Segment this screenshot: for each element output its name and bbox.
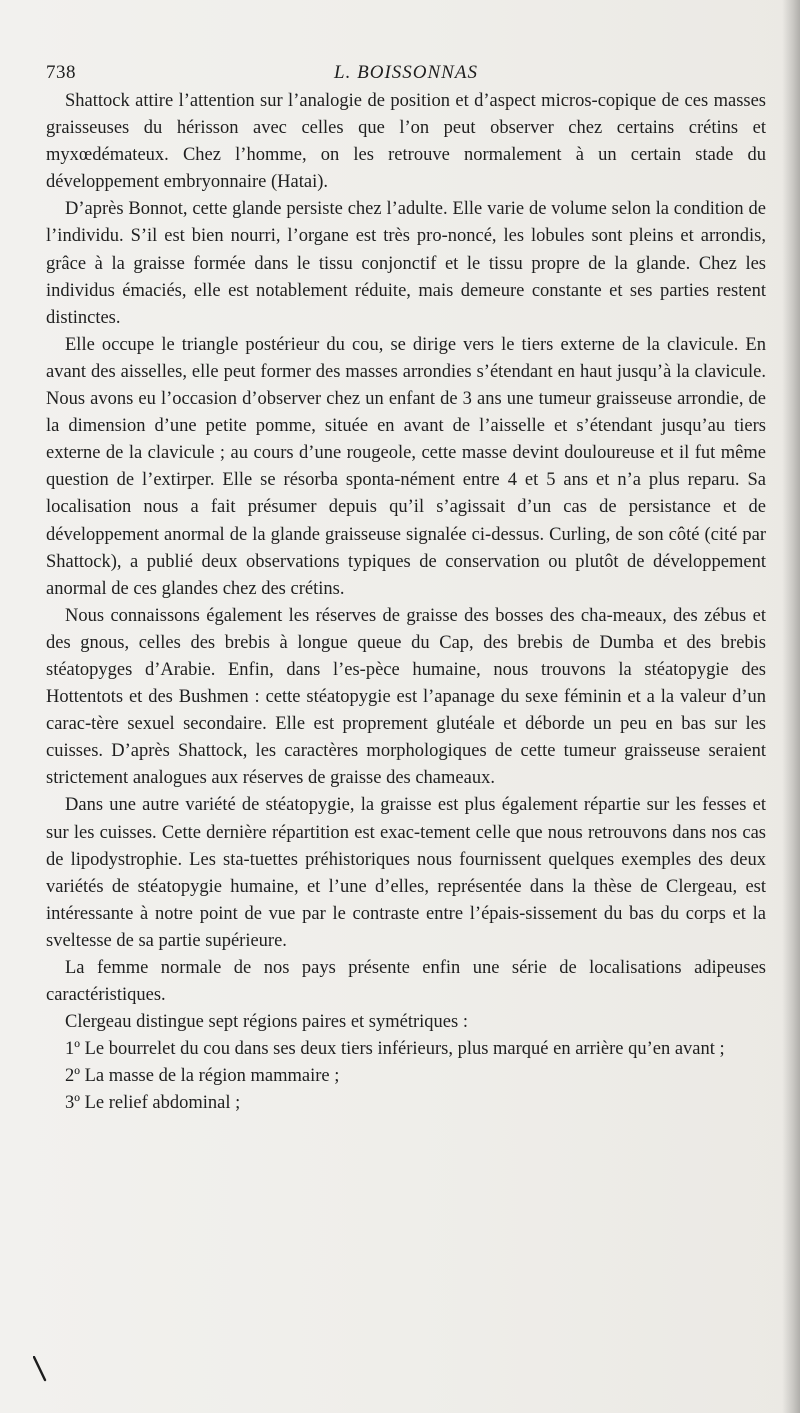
list-item-2: 2º La masse de la région mammaire ; xyxy=(65,1066,340,1087)
paragraph-6: La femme normale de nos pays présente enfin une série de localisations adipeuses caractéristiques. xyxy=(46,958,766,1006)
paragraph-5: Dans une autre variété de stéatopygie, la graisse est plus également répartie sur les fesses et sur les cuisses. Cette dernière répartition est exac-tement celle que nous retrouvons dans nos cas de lipodystrophie. Les sta-tuettes préhistoriques nous fournissent quelques exemples des deux variétés de stéatopygie humaine, et l’une d’elles, représentée dans la thèse de Clergeau, est intéressante à notre point de vue par le contraste entre l’épais-sissement du bas du corps et la sveltesse de sa partie supérieure. xyxy=(46,795,766,951)
list-item-3: 3º Le relief abdominal ; xyxy=(65,1093,241,1114)
page-number: 738 xyxy=(46,62,76,83)
page-body xyxy=(46,88,766,1118)
running-head: L. BOISSONNAS xyxy=(334,62,478,83)
paragraph-2: D’après Bonnot, cette glande persiste chez l’adulte. Elle varie de volume selon la condition de l’individu. S’il est bien nourri, l’organe est très pro-noncé, les lobules sont pleins et arrondis, grâce à la graisse formée dans le tissu conjonctif et le tissu propre de la glande. Chez les individus émaciés, elle est notablement réduite, mais demeure constante et ses parties restent distinctes. xyxy=(46,199,766,328)
page-edge-shadow xyxy=(782,0,800,1413)
list-item-1: 1º Le bourrelet du cou dans ses deux tiers inférieurs, plus marqué en arrière qu’en avant ; xyxy=(65,1039,725,1060)
scan-mark-icon xyxy=(33,1356,47,1382)
paragraph-1: Shattock attire l’attention sur l’analogie de position et d’aspect micros-copique de ces masses graisseuses du hérisson avec celles que l’on peut observer chez certains crétins et myxœdémateux. Chez l’homme, on les retrouve normalement à un certain stade du développement embryonnaire (Hatai). xyxy=(46,91,766,193)
paragraph-3: Elle occupe le triangle postérieur du cou, se dirige vers le tiers externe de la clavicule. En avant des aisselles, elle peut former des masses arrondies s’étendant en haut jusqu’à la clavicule. Nous avons eu l’occasion d’observer chez un enfant de 3 ans une tumeur graisseuse arrondie, de la dimension d’une petite pomme, située en avant de l’aisselle et s’étendant jusqu’au tiers externe de la clavicule ; au cours d’une rougeole, cette masse devint douloureuse et il fut même question de l’extirper. Elle se résorba sponta-nément entre 4 et 5 ans et n’a plus reparu. Sa localisation nous a fait présumer depuis qu’il s’agissait d’un cas de persistance et de développement anormal de la glande graisseuse signalée ci-dessus. Curling, de son côté (cité par Shattock), a publié deux observations typiques de conservation ou plutôt de développement anormal de ces glandes chez des crétins. xyxy=(46,334,766,599)
paragraph-4: Nous connaissons également les réserves de graisse des bosses des cha-meaux, des zébus et des gnous, celles des brebis à longue queue du Cap, des brebis de Dumba et des brebis stéatopyges d’Arabie. Enfin, dans l’es-pèce humaine, nous trouvons la stéatopygie des Hottentots et des Bushmen : cette stéatopygie est l’apanage du sexe féminin et a la valeur d’un carac-tère sexuel secondaire. Elle est proprement glutéale et déborde un peu en bas sur les cuisses. D’après Shattock, les caractères morphologiques de cette tumeur graisseuse seraient strictement analogues aux réserves de graisse des chameaux. xyxy=(46,605,766,789)
page-header xyxy=(46,61,766,91)
paragraph-7: Clergeau distingue sept régions paires et symétriques : xyxy=(65,1012,468,1033)
